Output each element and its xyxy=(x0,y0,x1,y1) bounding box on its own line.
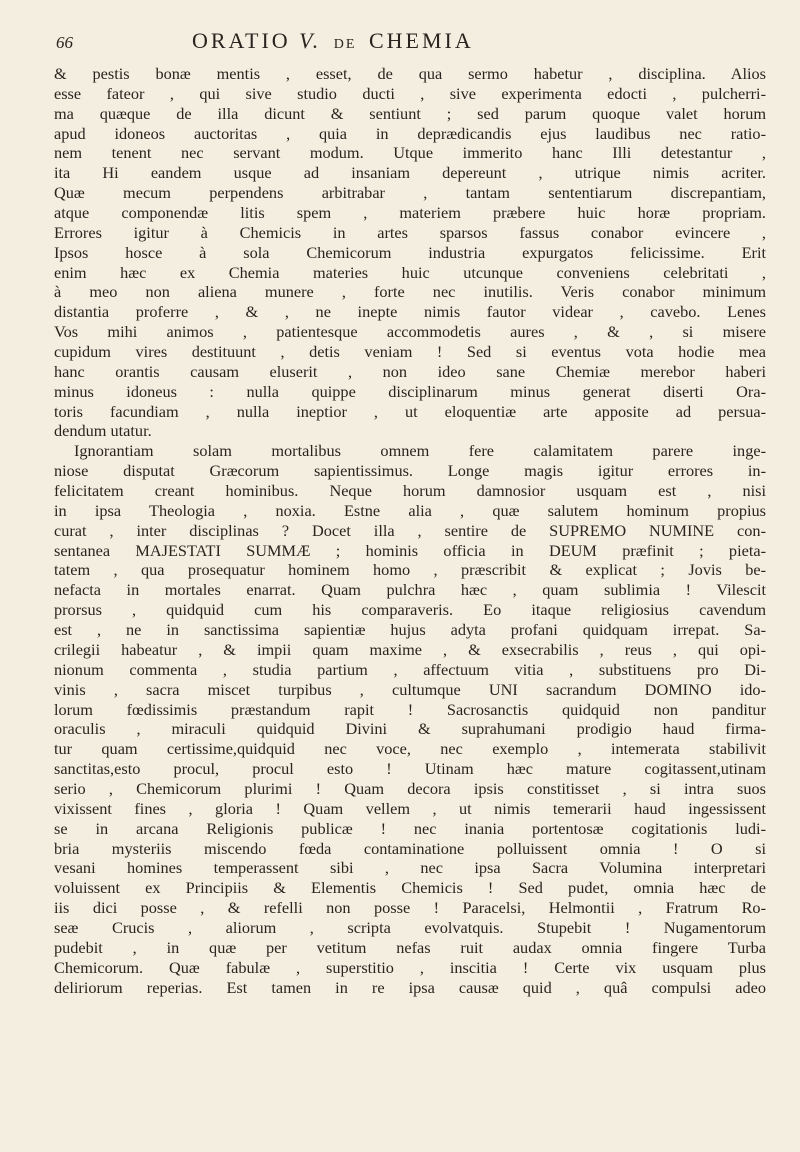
text-line: apud idoneos auctoritas , quia in deprædicandis ejus laudibus nec ratio- xyxy=(54,123,766,143)
text-line: Ignorantiam solam mortalibus omnem fere calamitatem parere inge- xyxy=(74,441,766,461)
text-line: in ipsa Theologia , noxia. Estne alia , quæ salutem hominum propius xyxy=(54,500,766,520)
text-line: est , ne in sanctissima sapientiæ hujus adyta profani quidquam irrepat. Sa- xyxy=(54,620,766,640)
text-line: toris facundiam , nulla ineptior , ut eloquentiæ arte apposite ad persua- xyxy=(54,401,766,421)
text-line: esse fateor , qui sive studio ducti , sive experimenta edocti , pulcherri- xyxy=(54,83,766,103)
text-line: tatem , qua prosequatur hominem homo , præscribit & explicat ; Jovis be- xyxy=(54,560,766,580)
text-line: curat , inter disciplinas ? Docet illa , sentire de SUPREMO NUMINE con- xyxy=(54,520,766,540)
running-title-numeral: V. xyxy=(299,28,322,53)
text-line: tur quam certissime,quidquid nec voce, nec exemplo , intemerata stabilivit xyxy=(54,739,766,759)
running-title-de: DE xyxy=(333,37,357,52)
text-line: oraculis , miraculi quidquid Divini & suprahumani prodigio haud firma- xyxy=(54,719,766,739)
text-line: ita Hi eandem usque ad insaniam depereunt , utrique nimis acriter. xyxy=(54,163,766,183)
text-line: pudebit , in quæ per vetitum nefas ruit audax omnia fingere Turba xyxy=(54,937,766,957)
text-line: bria mysteriis miscendo fœda contaminatione polluissent omnia ! O si xyxy=(54,838,766,858)
text-line: sanctitas,esto procul, procul esto ! Utinam hæc mature cogitassent,utinam xyxy=(54,759,766,779)
text-line: crilegii habeatur , & impii quam maxime , & exsecrabilis , reus , qui opi- xyxy=(54,639,766,659)
text-line: nem tenent nec servant modum. Utque immerito hanc Illi detestantur , xyxy=(54,143,766,163)
text-line: deliriorum reperias. Est tamen in re ipsa causæ quid , quâ compulsi adeo xyxy=(54,977,766,997)
text-line: ma quæque de illa dicunt & sentiunt ; sed parum quoque valet horum xyxy=(54,103,766,123)
text-line: vixissent fines , gloria ! Quam vellem , ut nimis temerarii haud ingessissent xyxy=(54,798,766,818)
text-line: vesani homines temperassent sibi , nec ipsa Sacra Volumina interpretari xyxy=(54,858,766,878)
text-line: distantia proferre , & , ne inepte nimis fautor videar , cavebo. Lenes xyxy=(54,302,766,322)
text-line: cupidum vires destituunt , detis veniam ! Sed si eventus vota hodie mea xyxy=(54,342,766,362)
text-line: hanc orantis causam eluserit , non ideo sane Chemiæ merebor haberi xyxy=(54,361,766,381)
text-line: atque componendæ litis spem , materiem præbere huic horæ propriam. xyxy=(54,203,766,223)
text-line: sentanea MAJESTATI SUMMÆ ; hominis officia in DEUM præfinit ; pieta- xyxy=(54,540,766,560)
text-line: se in arcana Religionis publicæ ! nec inania portentosæ cogitationis ludi- xyxy=(54,818,766,838)
text-line: Chemicorum. Quæ fabulæ , superstitio , inscitia ! Certe vix usquam plus xyxy=(54,957,766,977)
text-line: iis dici posse , & refelli non posse ! Paracelsi, Helmontii , Fratrum Ro- xyxy=(54,898,766,918)
text-line: à meo non aliena munere , forte nec inutilis. Veris conabor minimum xyxy=(54,282,766,302)
text-line: lorum fœdissimis præstandum rapit ! Sacrosanctis quidquid non panditur xyxy=(54,699,766,719)
text-line: dendum utatur. xyxy=(54,421,152,441)
running-header xyxy=(56,28,766,56)
text-line: vinis , sacra miscet turpibus , cultumque UNI sacrandum DOMINO ido- xyxy=(54,679,766,699)
text-line: voluissent ex Principiis & Elementis Chemicis ! Sed pudet, omnia hæc de xyxy=(54,878,766,898)
text-line: prorsus , quidquid cum his comparaveris. Eo itaque religiosius cavendum xyxy=(54,600,766,620)
page-number: 66 xyxy=(56,33,73,52)
text-line: niose disputat Græcorum sapientissimus. Longe magis igitur errores in- xyxy=(54,461,766,481)
text-line: Ipsos hosce à sola Chemicorum industria expurgatos felicissime. Erit xyxy=(54,242,766,262)
text-line: enim hæc ex Chemia materies huic utcunque conveniens celebritati , xyxy=(54,262,766,282)
text-line: serio , Chemicorum plurimi ! Quam decora ipsis constitisset , si intra suos xyxy=(54,778,766,798)
text-line: Quæ mecum perpendens arbitrabar , tantam sententiarum discrepantiam, xyxy=(54,183,766,203)
running-title xyxy=(192,28,474,54)
text-line: nionum commenta , studia partium , affectuum vitia , substituens pro Di- xyxy=(54,659,766,679)
body-text xyxy=(54,64,766,997)
running-title-oratio: ORATIO xyxy=(192,28,291,53)
text-line: felicitatem creant hominibus. Neque horum damnosior usquam est , nisi xyxy=(54,481,766,501)
running-title-subject: CHEMIA xyxy=(368,28,474,53)
text-line: & pestis bonæ mentis , esset, de qua sermo habetur , disciplina. Alios xyxy=(54,64,766,83)
text-line: nefacta in mortales enarrat. Quam pulchra hæc , quam sublimia ! Vilescit xyxy=(54,580,766,600)
text-line: seæ Crucis , aliorum , scripta evolvatquis. Stupebit ! Nugamentorum xyxy=(54,917,766,937)
text-line: Errores igitur à Chemicis in artes sparsos fassus conabor evincere , xyxy=(54,222,766,242)
text-line: Vos mihi animos , patientesque accommodetis aures , & , si misere xyxy=(54,322,766,342)
text-line: minus idoneus : nulla quippe disciplinarum minus generat diserti Ora- xyxy=(54,381,766,401)
